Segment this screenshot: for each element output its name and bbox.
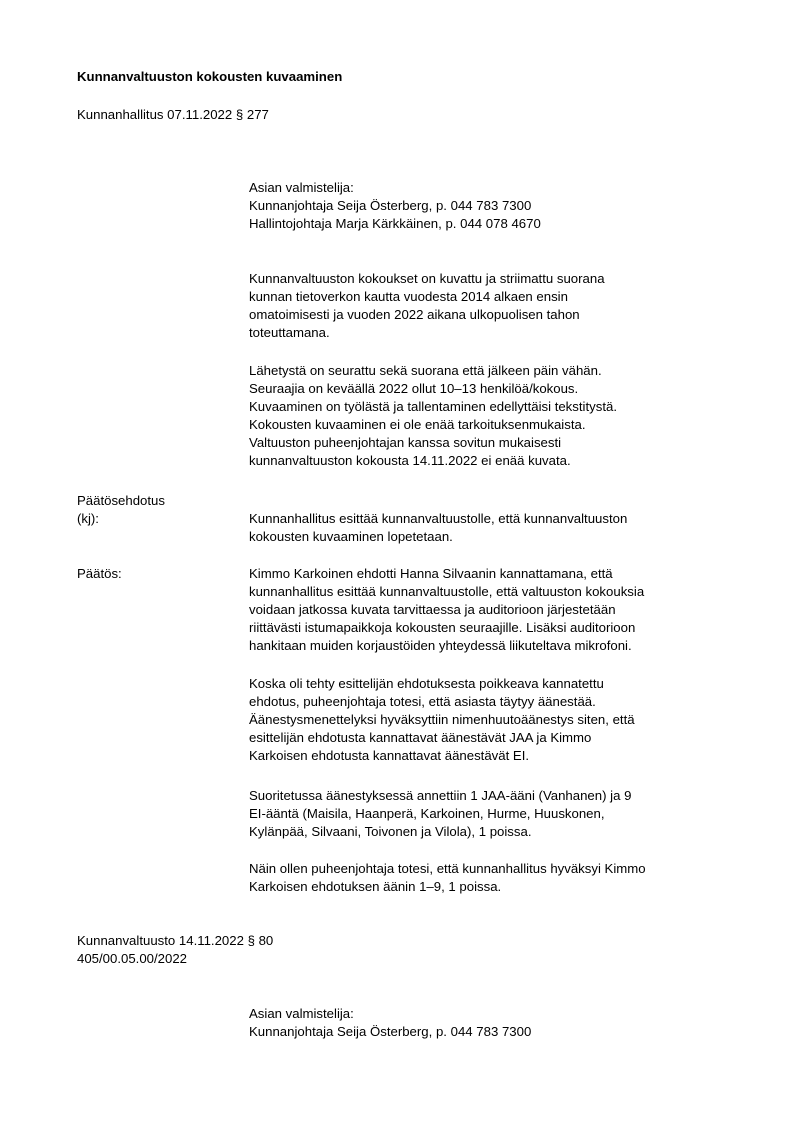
- body-paragraph: Kunnanvaltuuston kokoukset on kuvattu ja striimattu suorana kunnan tietoverkon kautta vuodesta 2014 alkaen ensin omatoimisesti ja vuoden 2022 aikana ulkopuolisen tahon toteuttamana.: [249, 271, 605, 340]
- preparer-kunnanjohtaja: Kunnanjohtaja Seija Österberg, p. 044 783 7300: [249, 1024, 532, 1039]
- diary-number: 405/00.05.00/2022: [77, 951, 188, 966]
- meeting-reference-kunnanvaltuusto: Kunnanvaltuusto 14.11.2022 § 80: [77, 933, 274, 948]
- decision-label: Päätös:: [77, 566, 122, 581]
- preparer-heading: Asian valmistelija:: [249, 1006, 354, 1021]
- decision-paragraph: Näin ollen puheenjohtaja totesi, että kunnanhallitus hyväksyi Kimmo Karkoisen ehdotuksen äänin 1–9, 1 poissa.: [249, 861, 646, 894]
- preparer-hallintojohtaja: Hallintojohtaja Marja Kärkkäinen, p. 044 078 4670: [249, 216, 541, 231]
- decision-paragraph: Kimmo Karkoinen ehdotti Hanna Silvaanin kannattamana, että kunnanhallitus esittää kunnanvaltuustolle, että valtuuston kokouksia voidaan jatkossa kuvata tarvittaessa ja auditorioon järjestetään riittävästi istumapaikkoja kokousten seuraajille. Lisäksi auditorioon hankitaan muiden korjaustöiden yhteydessä liikuteltava mikrofoni.: [249, 566, 645, 653]
- proposal-text: Kunnanhallitus esittää kunnanvaltuustolle, että kunnanvaltuuston kokousten kuvaaminen lopetetaan.: [249, 511, 628, 544]
- body-paragraph: Lähetystä on seurattu sekä suorana että jälkeen päin vähän. Seuraajia on keväällä 2022 ollut 10–13 henkilöä/kokous. Kuvaaminen on työlästä ja tallentaminen edellyttäisi tekstitystä. Kokousten kuvaaminen ei ole enää tarkoituksenmukaista. Valtuuston puheenjohtajan kanssa sovitun mukaisesti kunnanvaltuuston kokousta 14.11.2022 ei enää kuvata.: [249, 363, 617, 468]
- document-title: Kunnanvaltuuston kokousten kuvaaminen: [77, 69, 343, 84]
- decision-paragraph: Koska oli tehty esittelijän ehdotuksesta poikkeava kannatettu ehdotus, puheenjohtaja totesi, että asiasta täytyy äänestää. Äänestysmenettelyksi hyväksyttiin nimenhuutoäänestys siten, että esittelijän ehdotusta kannattavat äänestävät JAA ja Kimmo Karkoisen ehdotusta kannattavat äänestävät EI.: [249, 676, 635, 763]
- proposal-label-author: (kj):: [77, 511, 99, 526]
- preparer-heading: Asian valmistelija:: [249, 180, 354, 195]
- meeting-reference-kunnanhallitus: Kunnanhallitus 07.11.2022 § 277: [77, 107, 269, 122]
- decision-paragraph: Suoritetussa äänestyksessä annettiin 1 JAA-ääni (Vanhanen) ja 9 EI-ääntä (Maisila, Haanperä, Karkoinen, Hurme, Huuskonen, Kylänpää, Silvaani, Toivonen ja Vilola), 1 poissa.: [249, 788, 632, 839]
- preparer-kunnanjohtaja: Kunnanjohtaja Seija Österberg, p. 044 783 7300: [249, 198, 532, 213]
- proposal-label: Päätösehdotus: [77, 493, 165, 508]
